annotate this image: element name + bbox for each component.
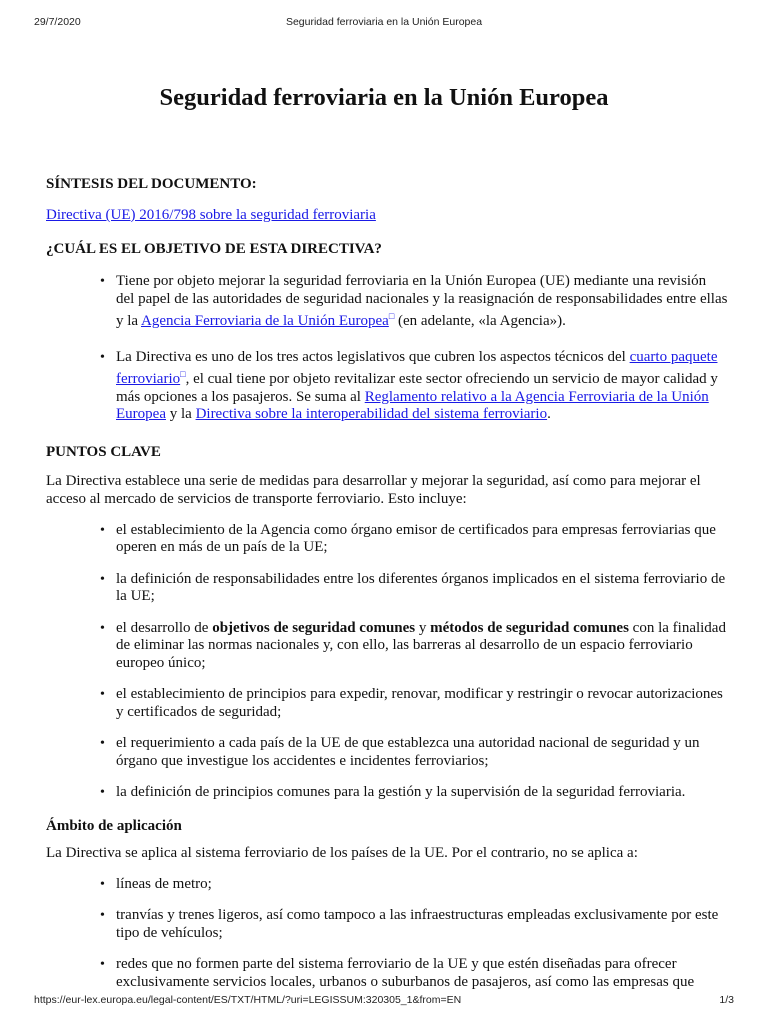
external-link-icon: □ [388,311,395,321]
scope-intro: La Directiva se aplica al sistema ferroviario de los países de la UE. Por el contrario, no se aplica a: [46,844,638,861]
fourth-package-link[interactable]: cuarto paquete ferroviario [116,348,718,387]
bullet-icon: • [100,274,105,289]
bullet-icon: • [100,687,105,702]
bullet-icon: • [100,620,105,636]
bullet-icon: • [100,876,105,892]
bullet-icon: • [100,908,105,923]
bullet-icon: • [100,571,105,587]
document-body [46,174,728,991]
scope-list [46,876,728,992]
key-points-intro: La Directiva establece una serie de medidas para desarrollar y mejorar la seguridad, así como para mejorar el acceso al mercado de servicios de transporte ferroviario. Esto incluye: [46,472,701,507]
list-item: • Tiene por objeto mejorar la seguridad ferroviaria en la Unión Europea (UE) mediante una revisión del papel de las autoridades de seguridad nacionales y la reasignación de responsabilidades entre ellas y la Agencia Ferroviaria de la Unión Europea□ (en adelante, «la Agencia»). [100,273,728,329]
objective-heading: ¿CUÁL ES EL OBJETIVO DE ESTA DIRECTIVA? [46,241,382,257]
doc-link-line [46,206,728,224]
key-points-list [46,522,728,802]
list-item: • el desarrollo de objetivos de seguridad comunes y métodos de seguridad comunes con la finalidad de eliminar las normas nacionales y, con ello, las barreras al desarrollo de un espacio ferroviario europeo único; [100,619,726,671]
page-title: Seguridad ferroviaria en la Unión Europea [159,84,609,111]
bullet-icon: • [100,785,105,800]
print-footer [34,994,734,1008]
list-item: • La Directiva es uno de los tres actos legislativos que cubren los aspectos técnicos del cuarto paquete ferroviario□, el cual tiene por objeto revitalizar este sector ofreciendo un servicio de mayor calidad y más opciones a los pasajeros. Se suma al Reglamento relativo a la Agencia Ferroviaria de la Unión Europea y la Directiva sobre la interoperabilidad del sistema ferroviario. [100,348,718,422]
bullet-icon: • [100,522,105,538]
interoperability-directive-link[interactable]: Directiva sobre la interoperabilidad del sistema ferroviario [195,406,548,422]
print-title: Seguridad ferroviaria en la Unión Europea [285,16,483,28]
key-points-heading: PUNTOS CLAVE [46,443,161,460]
directive-link[interactable]: Directiva (UE) 2016/798 sobre la seguridad ferroviaria [46,207,376,223]
agency-link[interactable]: Agencia Ferroviaria de la Unión Europea [141,313,389,329]
page-number: 1/3 [719,994,734,1006]
list-item: • el establecimiento de la Agencia como órgano emisor de certificados para empresas ferroviarias que operen en más de un país de la UE; [100,521,716,555]
print-date: 29/7/2020 [34,16,81,28]
list-item: • el establecimiento de principios para expedir, renovar, modificar y restringir o revocar autorizaciones y certificados de seguridad; [100,686,723,720]
list-item: • el requerimiento a cada país de la UE de que establezca una autoridad nacional de seguridad y un órgano que investigue los accidentes e incidentes ferroviarios; [100,735,700,769]
print-url: https://eur-lex.europa.eu/legal-content/ES/TXT/HTML/?uri=LEGISSUM:320305_1&from=EN [34,994,462,1006]
bullet-icon: • [100,349,105,365]
list-item: • redes que no formen parte del sistema ferroviario de la UE y que estén diseñadas para ofrecer exclusivamente servicios locales, urbanos o suburbanos de pasajeros, así como las empresas que [100,956,695,990]
scope-heading: Ámbito de aplicación [46,817,182,834]
list-item: • tranvías y trenes ligeros, así como tampoco a las infraestructuras empleadas exclusivamente por este tipo de vehículos; [100,907,719,941]
agency-regulation-link[interactable]: Reglamento relativo a la Agencia Ferroviaria de la Unión Europea [116,388,709,422]
bullet-icon: • [100,736,105,751]
list-item: • la definición de responsabilidades entre los diferentes órganos implicados en el sistema ferroviario de la UE; [100,570,726,604]
list-item: • la definición de principios comunes para la gestión y la supervisión de la seguridad ferroviaria. [100,784,686,800]
list-item: • líneas de metro; [100,875,212,892]
objective-list [46,273,728,424]
bullet-icon: • [100,957,105,972]
external-link-icon: □ [180,369,186,379]
synthesis-heading: SÍNTESIS DEL DOCUMENTO: [46,176,257,192]
print-header [34,16,734,30]
